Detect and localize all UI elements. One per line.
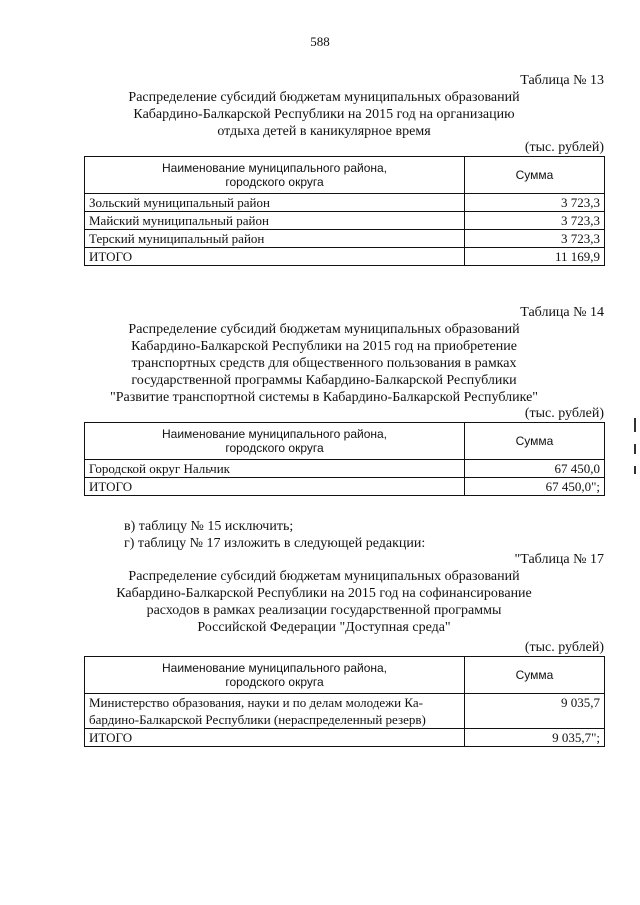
title-line: Распределение субсидий бюджетам муниципальных образований [128,569,520,584]
scan-mark [634,444,636,454]
row-name-line: бардино-Балкарской Республики (нераспределенный резерв) [89,712,426,727]
table-row [85,694,605,729]
title-line: Российской Федерации "Доступная среда" [197,620,451,635]
table-17 [84,656,605,747]
item-b: в) таблицу № 15 исключить; [124,519,294,534]
header-name-cell [85,157,465,194]
table-17-title [44,568,604,636]
table-13-block [84,72,604,266]
table-header-row [85,423,605,460]
scan-mark [634,418,636,432]
table-row [85,212,605,230]
header-sum-cell: Сумма [465,423,605,460]
units-label: (тыс. рублей) [524,140,604,155]
title-line: Кабардино-Балкарской Республики на 2015 год на софинансирование [116,586,532,601]
header-line: городского округа [225,675,324,689]
header-name-cell [85,423,465,460]
row-sum: 3 723,3 [465,230,605,248]
header-line: Наименование муниципального района, [161,661,388,675]
table-header-row [85,657,605,694]
row-name: Городской округ Нальчик [85,460,465,478]
title-line: государственной программы Кабардино-Балкарской Республики [131,373,517,388]
table-13-label: Таблица № 13 [520,73,604,88]
title-line: транспортных средств для общественного пользования в рамках [131,356,517,371]
units-label: (тыс. рублей) [524,640,604,655]
header-line: городского округа [225,441,324,455]
table-17-block [84,551,604,747]
total-sum: 9 035,7"; [465,729,605,747]
header-sum-cell: Сумма [465,657,605,694]
title-line: "Развитие транспортной системы в Кабардино-Балкарской Республике" [110,390,538,405]
total-name: ИТОГО [85,478,465,496]
header-line: Наименование муниципального района, [161,161,388,175]
table-total-row [85,478,605,496]
scan-mark [634,466,636,474]
title-line: Распределение субсидий бюджетам муниципальных образований [128,90,520,105]
table-header-row [85,157,605,194]
header-sum-cell: Сумма [465,157,605,194]
table-total-row [85,248,605,266]
table-14-block [84,304,604,496]
table-14 [84,422,605,496]
title-line: Кабардино-Балкарской Республики на 2015 год на приобретение [131,339,517,354]
total-name: ИТОГО [85,248,465,266]
table-14-title [44,321,604,406]
row-sum: 9 035,7 [465,694,605,729]
table-row [85,194,605,212]
row-name [85,694,465,729]
page-number: 588 [310,34,330,49]
amendment-items [124,518,564,552]
table-17-label: "Таблица № 17 [514,552,604,567]
header-line: городского округа [225,175,324,189]
row-name: Зольский муниципальный район [85,194,465,212]
header-line: Наименование муниципального района, [161,427,388,441]
row-name-line: Министерство образования, науки и по делам молодежи Ка- [89,695,423,710]
table-row [85,460,605,478]
title-line: расходов в рамках реализации государственной программы [146,603,502,618]
item-g: г) таблицу № 17 изложить в следующей редакции: [124,536,426,551]
table-14-label: Таблица № 14 [520,305,604,320]
title-line: Распределение субсидий бюджетам муниципальных образований [128,322,520,337]
header-name-cell [85,657,465,694]
row-name: Терский муниципальный район [85,230,465,248]
table-13 [84,156,605,266]
title-line: Кабардино-Балкарской Республики на 2015 год на организацию [133,107,515,122]
title-line: отдыха детей в каникулярное время [217,124,431,139]
row-sum: 3 723,3 [465,212,605,230]
row-sum: 3 723,3 [465,194,605,212]
total-name: ИТОГО [85,729,465,747]
row-sum: 67 450,0 [465,460,605,478]
units-label: (тыс. рублей) [524,406,604,421]
table-total-row [85,729,605,747]
row-name: Майский муниципальный район [85,212,465,230]
table-13-title [44,89,604,140]
total-sum: 11 169,9 [465,248,605,266]
total-sum: 67 450,0"; [465,478,605,496]
table-row [85,230,605,248]
